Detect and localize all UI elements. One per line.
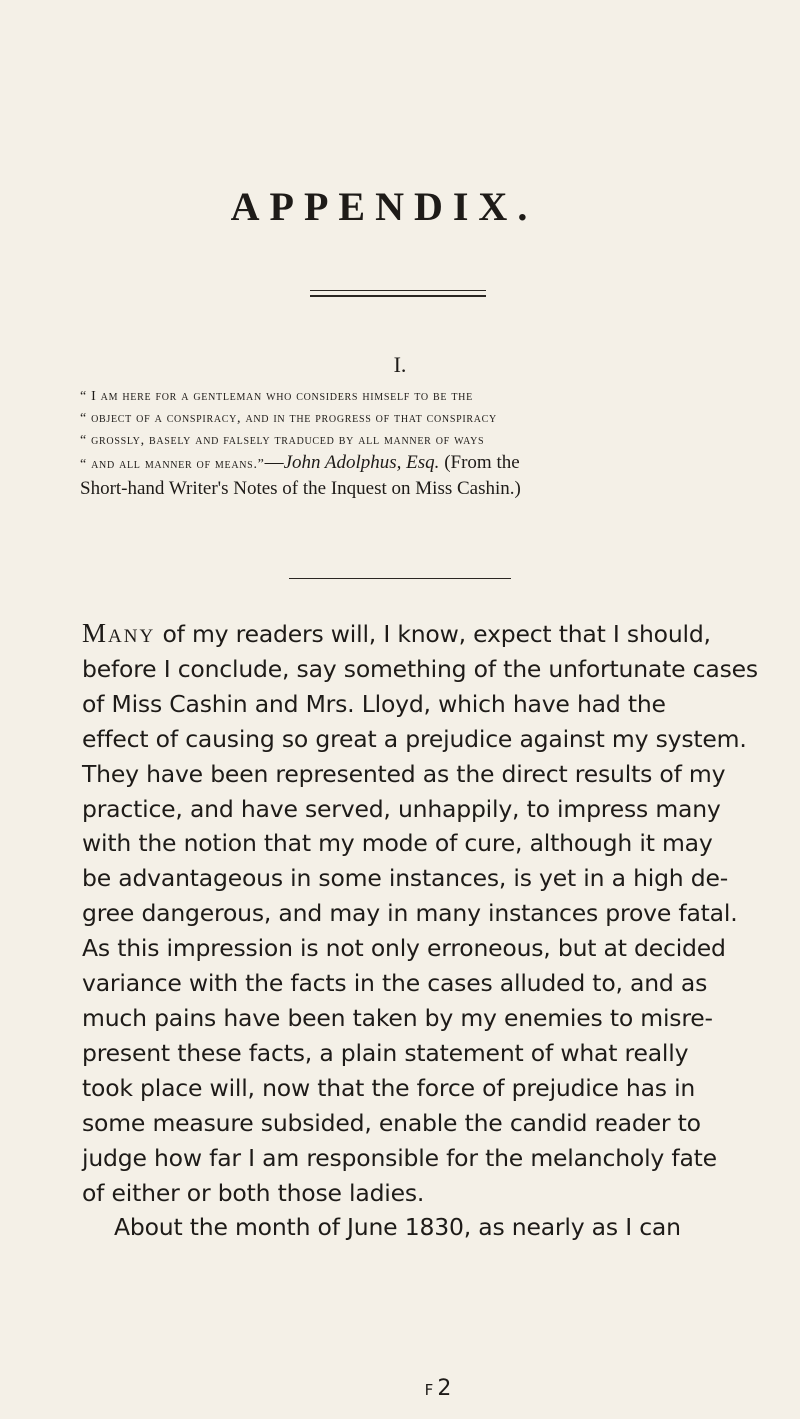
attribution-dash: — — [264, 452, 284, 473]
epigraph-attribution-line — [80, 452, 760, 476]
body-line — [82, 616, 762, 652]
body-line: As this impression is not only erroneous, but at decided — [82, 934, 726, 963]
body-line: gree dangerous, and may in many instances prove fatal. — [82, 899, 738, 928]
body-line: be advantageous in some instances, is yet in a high de- — [82, 864, 729, 893]
attribution-note: (From the — [444, 452, 520, 473]
section-rule — [289, 578, 511, 579]
body-line: with the notion that my mode of cure, although it may — [82, 829, 713, 858]
body-line: of Miss Cashin and Mrs. Lloyd, which have had the — [82, 689, 666, 718]
body-line-text: of my readers will, I know, expect that I should, — [155, 620, 711, 648]
body-text — [82, 616, 762, 1245]
body-line: judge how far I am responsible for the melancholy fate — [82, 1143, 717, 1172]
attribution-note-continued: Short-hand Writer's Notes of the Inquest on Miss Cashin.) — [80, 478, 521, 499]
body-line: took place will, now that the force of prejudice has in — [82, 1073, 696, 1102]
folio-number: 2 — [437, 1376, 452, 1401]
title-double-rule — [310, 290, 486, 297]
body-line: present these facts, a plain statement of what really — [82, 1038, 689, 1067]
epigraph-line: “ I am here for a gentleman who considers himself to be the — [80, 389, 473, 404]
attribution-name: John Adolphus, Esq. — [283, 452, 440, 473]
page-folio — [38, 1376, 800, 1401]
body-line: They have been represented as the direct results of my — [82, 759, 726, 788]
body-line: before I conclude, say something of the unfortunate cases — [82, 654, 758, 683]
body-line: some measure subsided, enable the candid reader to — [82, 1108, 701, 1137]
body-line: much pains have been taken by my enemies to misre- — [82, 1003, 713, 1032]
epigraph-line: “ object of a conspiracy, and in the progress of that conspiracy — [80, 411, 497, 426]
body-line: effect of causing so great a prejudice against my system. — [82, 724, 747, 753]
epigraph-line: “ and all manner of means.” — [80, 457, 265, 472]
body-line: variance with the facts in the cases alluded to, and as — [82, 969, 708, 998]
signature-mark: F — [424, 1381, 434, 1399]
page-title: APPENDIX. — [230, 184, 538, 229]
epigraph-line: “ grossly, basely and falsely traduced by all manner of ways — [80, 433, 485, 448]
section-number: I. — [393, 352, 407, 377]
body-line: About the month of June 1830, as nearly as I can — [114, 1213, 681, 1242]
body-line: practice, and have served, unhappily, to impress many — [82, 794, 721, 823]
epigraph — [80, 386, 760, 502]
opening-word: Many — [82, 618, 156, 648]
body-line: of either or both those ladies. — [82, 1178, 425, 1207]
